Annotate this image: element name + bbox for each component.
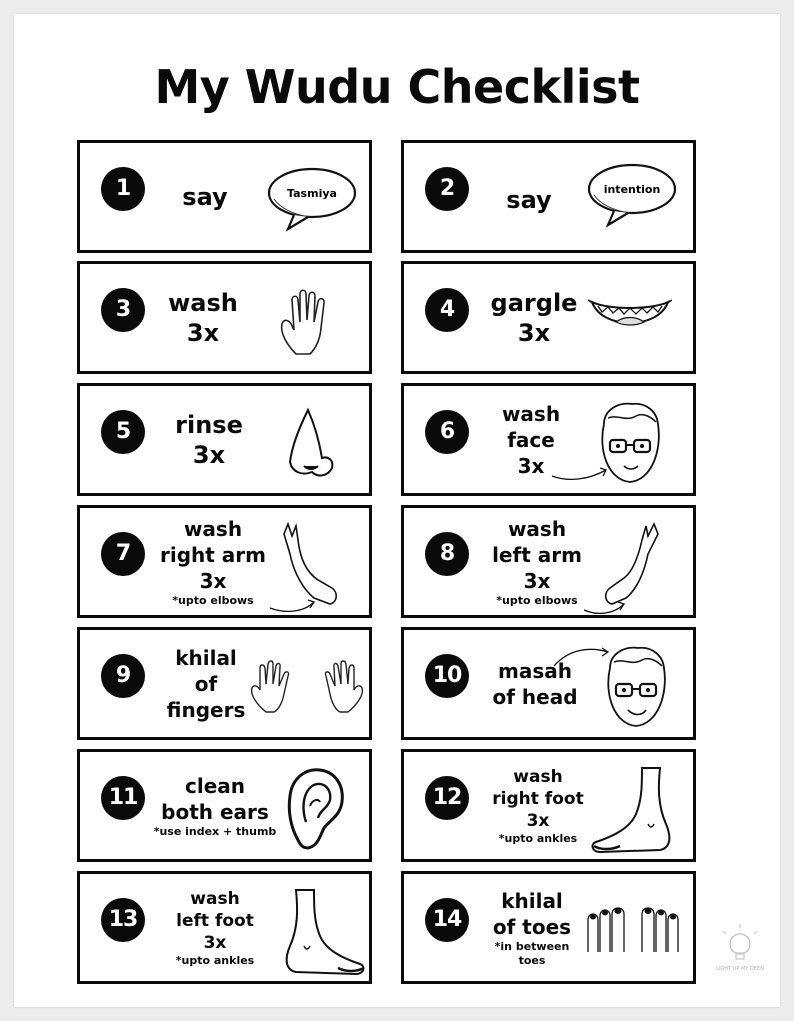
step-note: *upto elbows bbox=[172, 593, 254, 607]
step-count: 3x bbox=[523, 568, 551, 593]
bubble-text: intention bbox=[603, 183, 661, 196]
step-number: 1 bbox=[101, 167, 145, 211]
hand-icon bbox=[276, 286, 346, 358]
step-count: 3x bbox=[192, 440, 226, 469]
foot-icon bbox=[590, 764, 676, 856]
step-number: 12 bbox=[425, 776, 469, 820]
step-label: say bbox=[506, 185, 552, 214]
step-label: of head bbox=[492, 684, 578, 709]
step-label: wash bbox=[507, 516, 567, 541]
step-count: 3x bbox=[203, 932, 227, 953]
step-label: face bbox=[507, 427, 555, 452]
step-number: 8 bbox=[425, 532, 469, 576]
step-label: right arm bbox=[160, 542, 266, 567]
step-number: 2 bbox=[425, 167, 469, 211]
step-label: of bbox=[194, 671, 218, 696]
step-label: fingers bbox=[166, 697, 246, 722]
step-number: 9 bbox=[101, 654, 145, 698]
step-count: 3x bbox=[517, 318, 551, 347]
step-label: left foot bbox=[176, 910, 254, 931]
arm-icon bbox=[584, 518, 670, 614]
arm-icon bbox=[266, 518, 352, 614]
step-card-2 bbox=[401, 140, 696, 253]
step-count: 3x bbox=[517, 453, 545, 478]
step-label: wash bbox=[168, 288, 238, 317]
step-card-5 bbox=[77, 383, 372, 496]
step-label: wash bbox=[501, 401, 561, 426]
step-card-9 bbox=[77, 627, 372, 740]
step-note: *upto elbows bbox=[496, 593, 578, 607]
ear-icon bbox=[284, 766, 348, 852]
step-label: wash bbox=[183, 516, 243, 541]
step-label: left arm bbox=[492, 542, 582, 567]
step-card-7 bbox=[77, 505, 372, 618]
step-label: khilal bbox=[501, 888, 563, 913]
step-card-13 bbox=[77, 871, 372, 984]
speech-bubble-icon bbox=[266, 165, 358, 233]
step-number: 3 bbox=[101, 288, 145, 332]
logo-text: LIGHT UP MY DEEN bbox=[716, 966, 764, 972]
step-card-10 bbox=[401, 627, 696, 740]
step-label: wash bbox=[513, 766, 563, 787]
step-card-11 bbox=[77, 749, 372, 862]
step-card-14 bbox=[401, 871, 696, 984]
page-title: My Wudu Checklist bbox=[154, 60, 640, 114]
step-card-8 bbox=[401, 505, 696, 618]
step-card-3 bbox=[77, 261, 372, 374]
step-label: rinse bbox=[175, 410, 243, 439]
step-number: 5 bbox=[101, 410, 145, 454]
step-note: *upto ankles bbox=[175, 953, 255, 967]
step-number: 14 bbox=[425, 898, 469, 942]
two-hands-icon bbox=[248, 660, 366, 716]
nose-icon bbox=[282, 406, 338, 484]
step-label: khilal bbox=[175, 645, 237, 670]
step-number: 6 bbox=[425, 410, 469, 454]
bulb-logo-icon bbox=[712, 920, 768, 976]
step-note: *use index + thumb bbox=[153, 824, 277, 838]
foot-icon bbox=[278, 886, 368, 978]
step-card-1 bbox=[77, 140, 372, 253]
speech-bubble-icon bbox=[586, 161, 678, 229]
bubble-text: Tasmiya bbox=[287, 187, 337, 200]
step-note: toes bbox=[518, 953, 546, 967]
step-note: *upto ankles bbox=[498, 831, 578, 845]
step-count: 3x bbox=[526, 810, 550, 831]
step-number: 11 bbox=[101, 776, 145, 820]
step-number: 13 bbox=[101, 898, 145, 942]
mouth-icon bbox=[588, 290, 672, 340]
toes-icon bbox=[584, 904, 690, 956]
step-label: wash bbox=[190, 888, 240, 909]
face-icon bbox=[548, 400, 668, 492]
step-note: *in between bbox=[494, 939, 570, 953]
step-count: 3x bbox=[186, 318, 220, 347]
step-label: say bbox=[182, 182, 228, 211]
step-count: 3x bbox=[199, 568, 227, 593]
step-number: 4 bbox=[425, 288, 469, 332]
step-card-6 bbox=[401, 383, 696, 496]
step-label: clean bbox=[184, 773, 245, 798]
step-label: masah bbox=[498, 658, 572, 683]
step-label: right foot bbox=[492, 788, 584, 809]
step-card-12 bbox=[401, 749, 696, 862]
step-label: both ears bbox=[161, 799, 269, 824]
step-label: gargle bbox=[490, 288, 578, 317]
face-icon bbox=[554, 636, 674, 736]
step-card-4 bbox=[401, 261, 696, 374]
step-number: 7 bbox=[101, 532, 145, 576]
step-label: of toes bbox=[492, 914, 572, 939]
step-number: 10 bbox=[425, 654, 469, 698]
